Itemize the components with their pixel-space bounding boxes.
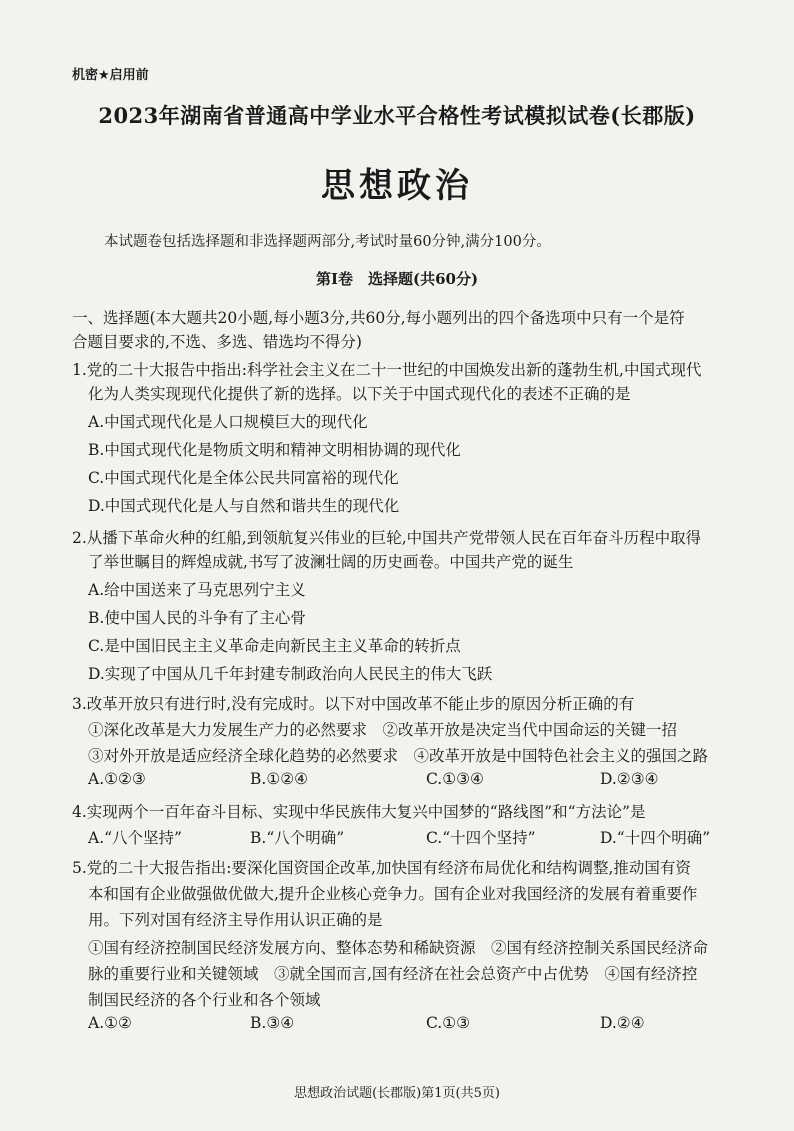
q5-option-d: D.②④ <box>600 1014 645 1032</box>
q5-stem-line-1: 5.党的二十大报告指出:要深化国资国企改革,加快国有经济布局优化和结构调整,推动国有资 <box>72 859 691 877</box>
q3-stem-line-1: 3.改革开放只有进行时,没有完成时。以下对中国改革不能止步的原因分析正确的有 <box>72 695 635 713</box>
q4-stem-line-1: 4.实现两个一百年奋斗目标、实现中华民族伟大复兴中国梦的“路线图”和“方法论”是 <box>72 803 646 821</box>
q3-option-d: D.②③④ <box>600 770 659 788</box>
q2-option-d: D.实现了中国从几千年封建专制政治向人民民主的伟大飞跃 <box>88 665 493 683</box>
q3-statement-1-2: ①深化改革是大力发展生产力的必然要求 ②改革开放是决定当代中国命运的关键一招 <box>88 721 678 739</box>
instructions-line-1: 一、选择题(本大题共20小题,每小题3分,共60分,每小题列出的四个备选项中只有一个是符 <box>72 309 685 327</box>
q1-stem-line-2: 化为人类实现现代化提供了新的选择。以下关于中国式现代化的表述不正确的是 <box>88 385 631 403</box>
q3-option-c: C.①③④ <box>426 770 484 788</box>
q2-stem-line-1: 2.从播下革命火种的红船,到领航复兴伟业的巨轮,中国共产党带领人民在百年奋斗历程中取得 <box>72 529 702 547</box>
q1-stem-line-1: 1.党的二十大报告中指出:科学社会主义在二十一世纪的中国焕发出新的蓬勃生机,中国式现代 <box>72 361 702 379</box>
section-heading: 第Ⅰ卷 选择题(共60分) <box>315 270 479 288</box>
q3-option-b: B.①②④ <box>250 770 309 788</box>
q3-statement-3-4: ③对外开放是适应经济全球化趋势的必然要求 ④改革开放是中国特色社会主义的强国之路 <box>88 747 709 765</box>
q4-option-c: C.“十四个坚持” <box>426 829 536 847</box>
q4-option-d: D.“十四个明确” <box>600 829 711 847</box>
q4-option-a: A.“八个坚持” <box>88 829 182 847</box>
instructions-line-2: 合题目要求的,不选、多选、错选均不得分) <box>72 333 362 351</box>
q2-stem-line-2: 了举世瞩目的辉煌成就,书写了波澜壮阔的历史画卷。中国共产党的诞生 <box>88 553 574 571</box>
exam-intro: 本试题卷包括选择题和非选择题两部分,考试时量60分钟,满分100分。 <box>104 234 551 250</box>
q1-option-c: C.中国式现代化是全体公民共同富裕的现代化 <box>88 469 399 487</box>
exam-title: 2023年湖南省普通高中学业水平合格性考试模拟试卷(长郡版) <box>98 103 696 128</box>
q5-statement-line-3: 制国民经济的各个行业和各个领域 <box>88 991 321 1009</box>
confidential-label: 机密★启用前 <box>72 68 149 83</box>
q1-option-a: A.中国式现代化是人口规模巨大的现代化 <box>88 413 368 431</box>
q5-stem-line-3: 用。下列对国有经济主导作用认识正确的是 <box>88 911 383 929</box>
q5-option-a: A.①② <box>88 1014 132 1032</box>
q2-option-a: A.给中国送来了马克思列宁主义 <box>88 581 306 599</box>
q2-option-c: C.是中国旧民主主义革命走向新民主主义革命的转折点 <box>88 637 461 655</box>
q3-option-a: A.①②③ <box>88 770 146 788</box>
page-footer: 思想政治试题(长郡版)第1页(共5页) <box>294 1086 500 1101</box>
q4-option-b: B.“八个明确” <box>250 829 345 847</box>
q5-option-c: C.①③ <box>426 1014 471 1032</box>
subject-title: 思想政治 <box>321 166 473 206</box>
q5-stem-line-2: 本和国有企业做强做优做大,提升企业核心竞争力。国有企业对我国经济的发展有着重要作 <box>88 885 698 903</box>
q5-statement-line-1: ①国有经济控制国民经济发展方向、整体态势和稀缺资源 ②国有经济控制关系国民经济命 <box>88 939 709 957</box>
q5-option-b: B.③④ <box>250 1014 295 1032</box>
q5-statement-line-2: 脉的重要行业和关键领域 ③就全国而言,国有经济在社会总资产中占优势 ④国有经济控 <box>88 965 698 983</box>
q1-option-d: D.中国式现代化是人与自然和谐共生的现代化 <box>88 497 400 515</box>
q2-option-b: B.使中国人民的斗争有了主心骨 <box>88 609 306 627</box>
q1-option-b: B.中国式现代化是物质文明和精神文明相协调的现代化 <box>88 441 461 459</box>
